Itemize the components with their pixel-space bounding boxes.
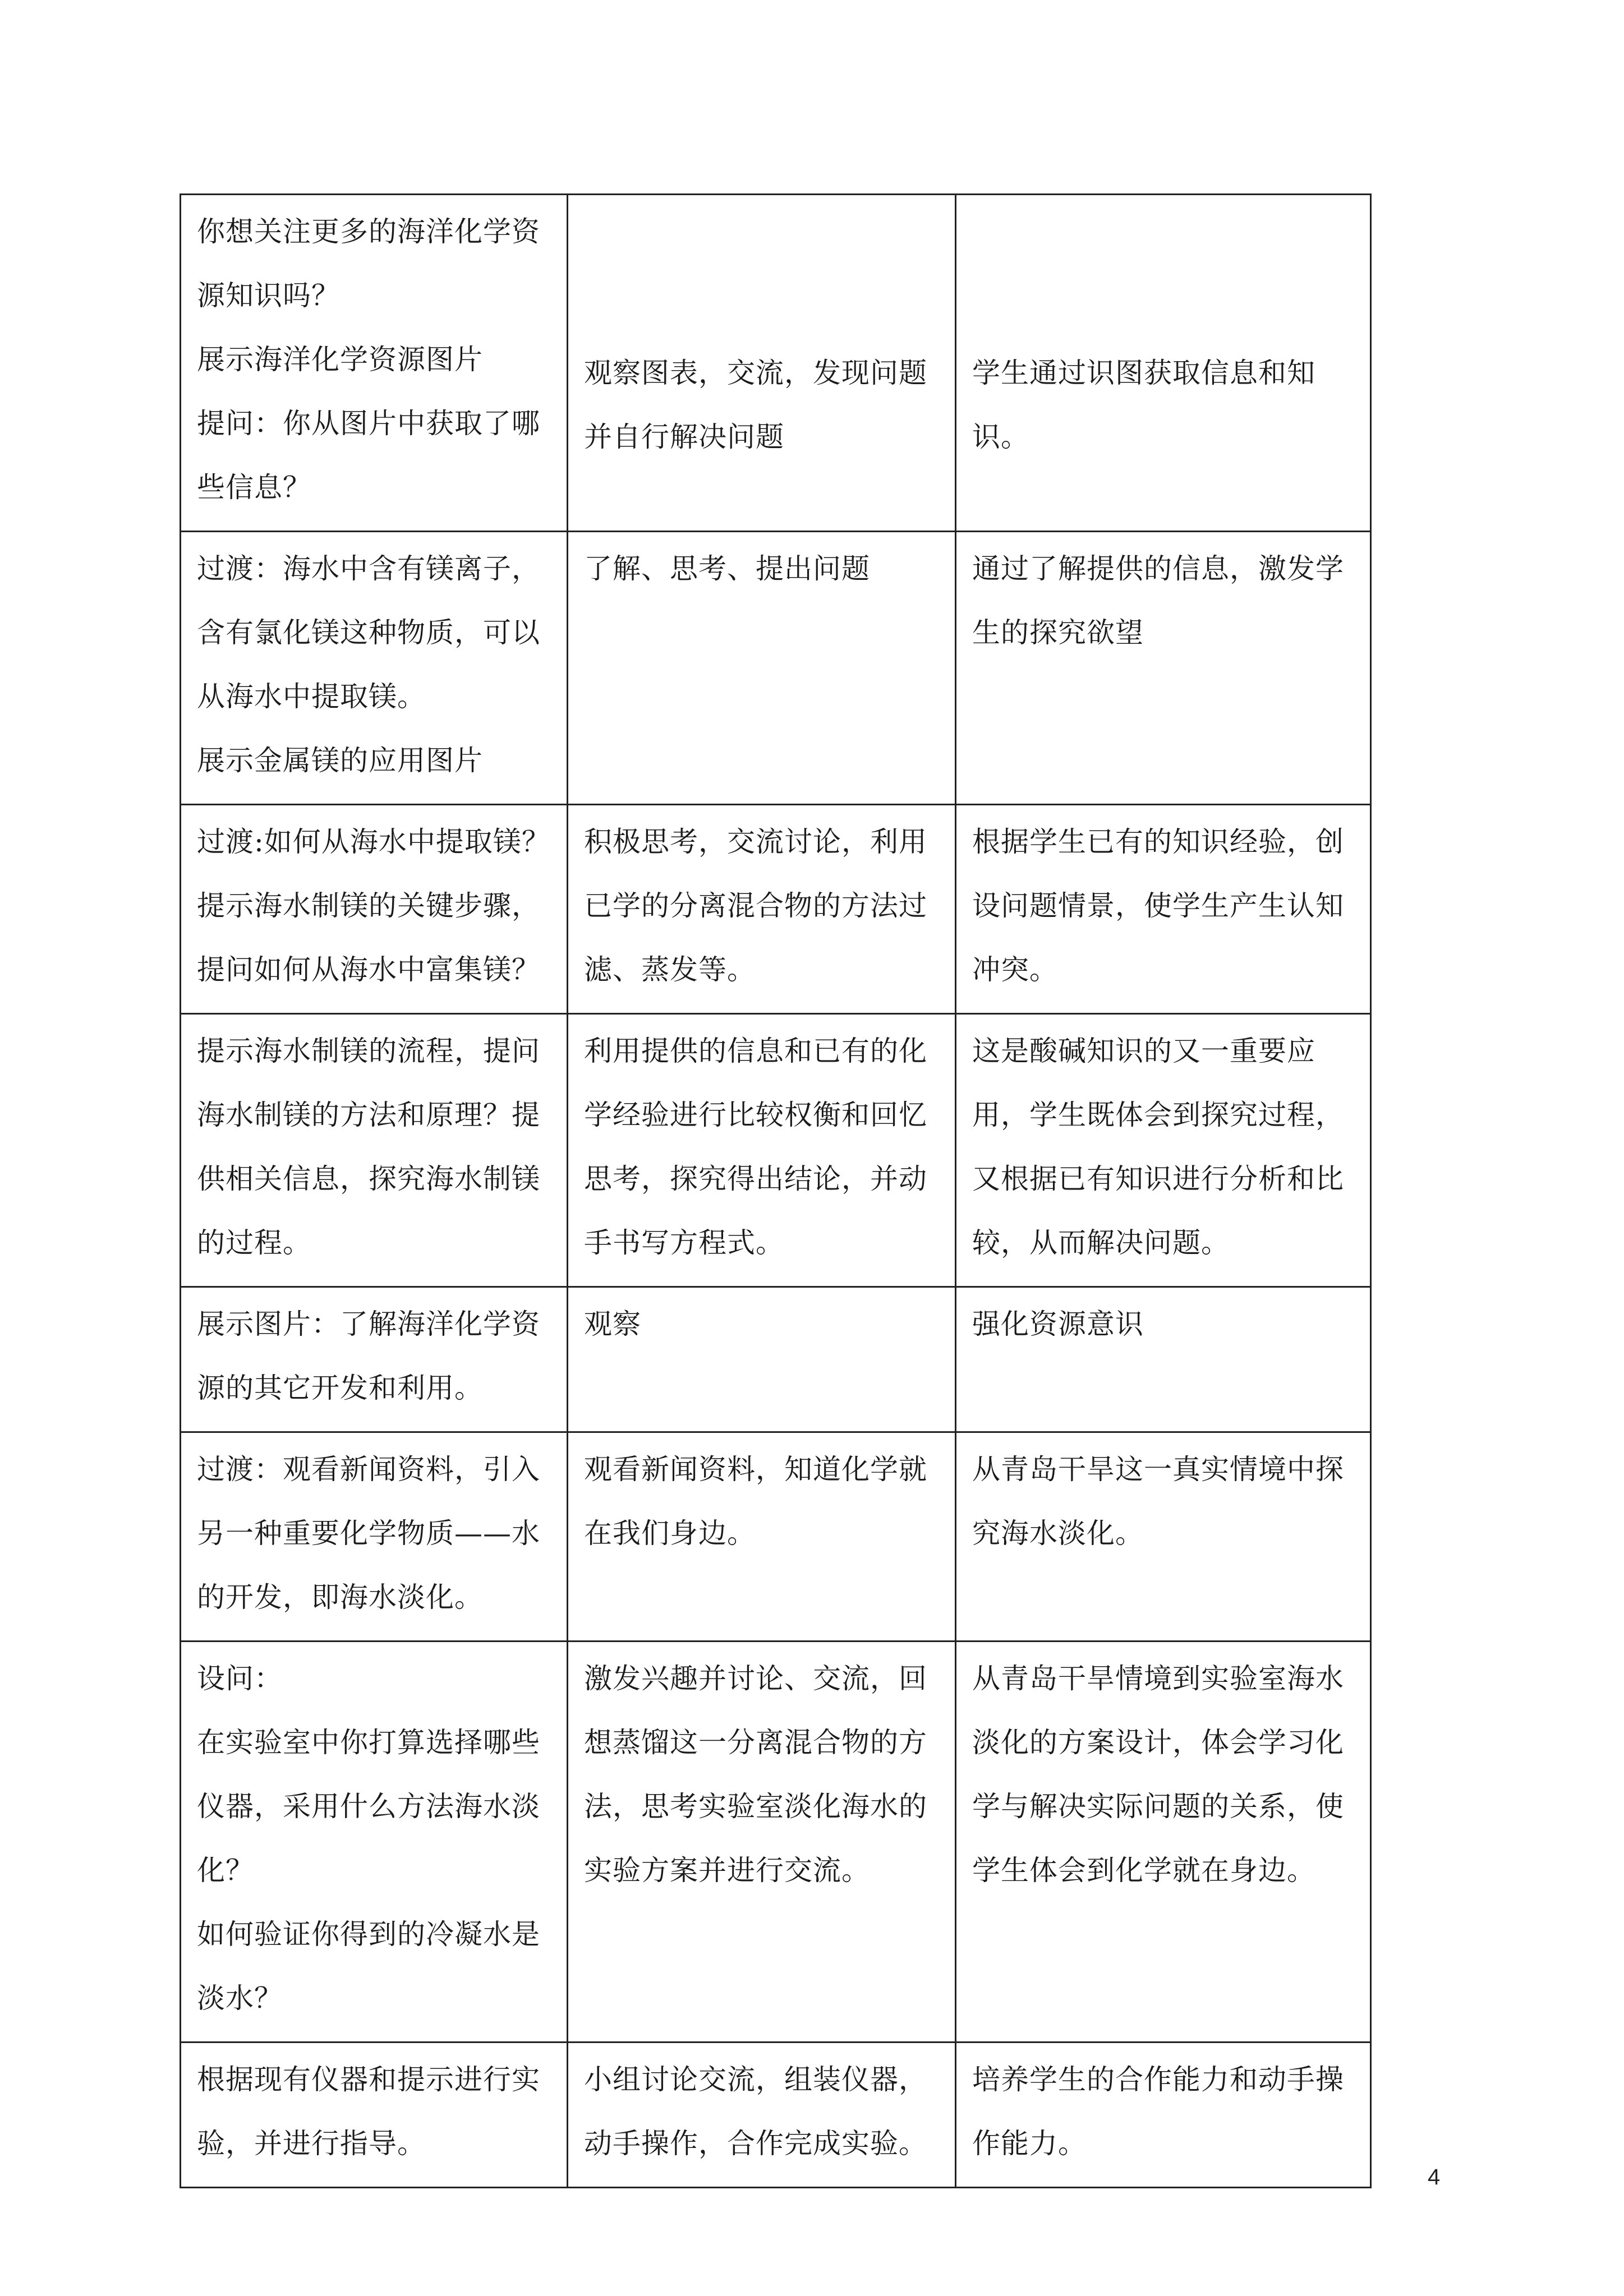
page-number: 4 bbox=[1428, 2165, 1441, 2189]
teacher-activity-cell bbox=[181, 532, 568, 805]
cell-text: 过渡：海水中含有镁离子，含有氯化镁这种物质，可以从海水中提取镁。 bbox=[197, 552, 540, 713]
cell-text: 了解、思考、提出问题 bbox=[584, 552, 870, 585]
student-activity-cell bbox=[568, 2043, 956, 2188]
cell-text: 通过了解提供的信息，激发学生的探究欲望 bbox=[972, 552, 1344, 649]
cell-text: 培养学生的合作能力和动手操作能力。 bbox=[972, 2063, 1344, 2160]
table-row bbox=[181, 805, 1371, 1014]
cell-text: 这是酸碱知识的又一重要应用，学生既体会到探究过程，又根据已有知识进行分析和比较，从而解决问题。 bbox=[972, 1035, 1344, 1259]
teacher-activity-cell bbox=[181, 2043, 568, 2188]
teacher-activity-cell bbox=[181, 1432, 568, 1642]
teacher-activity-cell bbox=[181, 1287, 568, 1432]
design-intent-cell bbox=[956, 532, 1371, 805]
teacher-activity-cell bbox=[181, 805, 568, 1014]
student-activity-cell bbox=[568, 1287, 956, 1432]
student-activity-cell bbox=[568, 805, 956, 1014]
cell-text: 根据学生已有的知识经验，创设问题情景，使学生产生认知冲突。 bbox=[972, 826, 1344, 986]
table-row bbox=[181, 532, 1371, 805]
table-row bbox=[181, 1014, 1371, 1287]
table-row bbox=[181, 2043, 1371, 2188]
lesson-table bbox=[180, 193, 1372, 2188]
cell-text: 从青岛干旱这一真实情境中探究海水淡化。 bbox=[972, 1453, 1344, 1550]
design-intent-cell bbox=[956, 195, 1371, 532]
design-intent-cell bbox=[956, 805, 1371, 1014]
cell-text: 激发兴趣并讨论、交流，回想蒸馏这一分离混合物的方法，思考实验室淡化海水的实验方案并进行交流。 bbox=[584, 1662, 927, 1887]
student-activity-cell bbox=[568, 1432, 956, 1642]
design-intent-cell bbox=[956, 1642, 1371, 2043]
design-intent-cell bbox=[956, 1432, 1371, 1642]
teacher-activity-cell bbox=[181, 195, 568, 532]
cell-text: 观察 bbox=[584, 1308, 641, 1340]
design-intent-cell bbox=[956, 2043, 1371, 2188]
cell-text: 学生通过识图获取信息和知识。 bbox=[972, 357, 1315, 453]
cell-text: 提示海水制镁的流程，提问海水制镁的方法和原理？提供相关信息，探究海水制镁的过程。 bbox=[197, 1035, 540, 1259]
design-intent-cell bbox=[956, 1014, 1371, 1287]
cell-text: 展示金属镁的应用图片 bbox=[197, 744, 483, 777]
design-intent-cell bbox=[956, 1287, 1371, 1432]
student-activity-cell bbox=[568, 1014, 956, 1287]
teacher-activity-cell bbox=[181, 1014, 568, 1287]
table-row bbox=[181, 1432, 1371, 1642]
table-row bbox=[181, 1287, 1371, 1432]
teacher-activity-cell bbox=[181, 1642, 568, 2043]
cell-text: 利用提供的信息和已有的化学经验进行比较权衡和回忆思考，探究得出结论，并动手书写方程式。 bbox=[584, 1035, 927, 1259]
cell-text: 在实验室中你打算选择哪些仪器，采用什么方法海水淡化？ bbox=[197, 1726, 540, 1887]
table-row bbox=[181, 195, 1371, 532]
cell-text: 展示海洋化学资源图片 bbox=[197, 343, 483, 376]
cell-text: 展示图片：了解海洋化学资源的其它开发和利用。 bbox=[197, 1308, 540, 1404]
cell-text: 从青岛干旱情境到实验室海水淡化的方案设计，体会学习化学与解决实际问题的关系，使学生体会到化学就在身边。 bbox=[972, 1662, 1344, 1887]
cell-text: 如何验证你得到的冷凝水是淡水？ bbox=[197, 1918, 540, 2014]
cell-text: 积极思考，交流讨论，利用已学的分离混合物的方法过滤、蒸发等。 bbox=[584, 826, 927, 986]
cell-text: 观看新闻资料，知道化学就在我们身边。 bbox=[584, 1453, 927, 1550]
cell-text: 观察图表，交流，发现问题并自行解决问题 bbox=[584, 357, 927, 453]
cell-text: 过渡：观看新闻资料，引入另一种重要化学物质——水的开发，即海水淡化。 bbox=[197, 1453, 540, 1613]
cell-text: 提问：你从图片中获取了哪些信息？ bbox=[197, 407, 540, 504]
table-row bbox=[181, 1642, 1371, 2043]
student-activity-cell bbox=[568, 195, 956, 532]
cell-text: 过渡:如何从海水中提取镁？提示海水制镁的关键步骤，提问如何从海水中富集镁？ bbox=[197, 826, 550, 986]
cell-text: 强化资源意识 bbox=[972, 1308, 1144, 1340]
cell-text: 小组讨论交流，组装仪器，动手操作，合作完成实验。 bbox=[584, 2063, 927, 2160]
cell-text: 你想关注更多的海洋化学资源知识吗？ bbox=[197, 215, 540, 312]
cell-text: 根据现有仪器和提示进行实验，并进行指导。 bbox=[197, 2063, 540, 2160]
cell-text: 设问： bbox=[197, 1662, 283, 1695]
student-activity-cell bbox=[568, 532, 956, 805]
student-activity-cell bbox=[568, 1642, 956, 2043]
